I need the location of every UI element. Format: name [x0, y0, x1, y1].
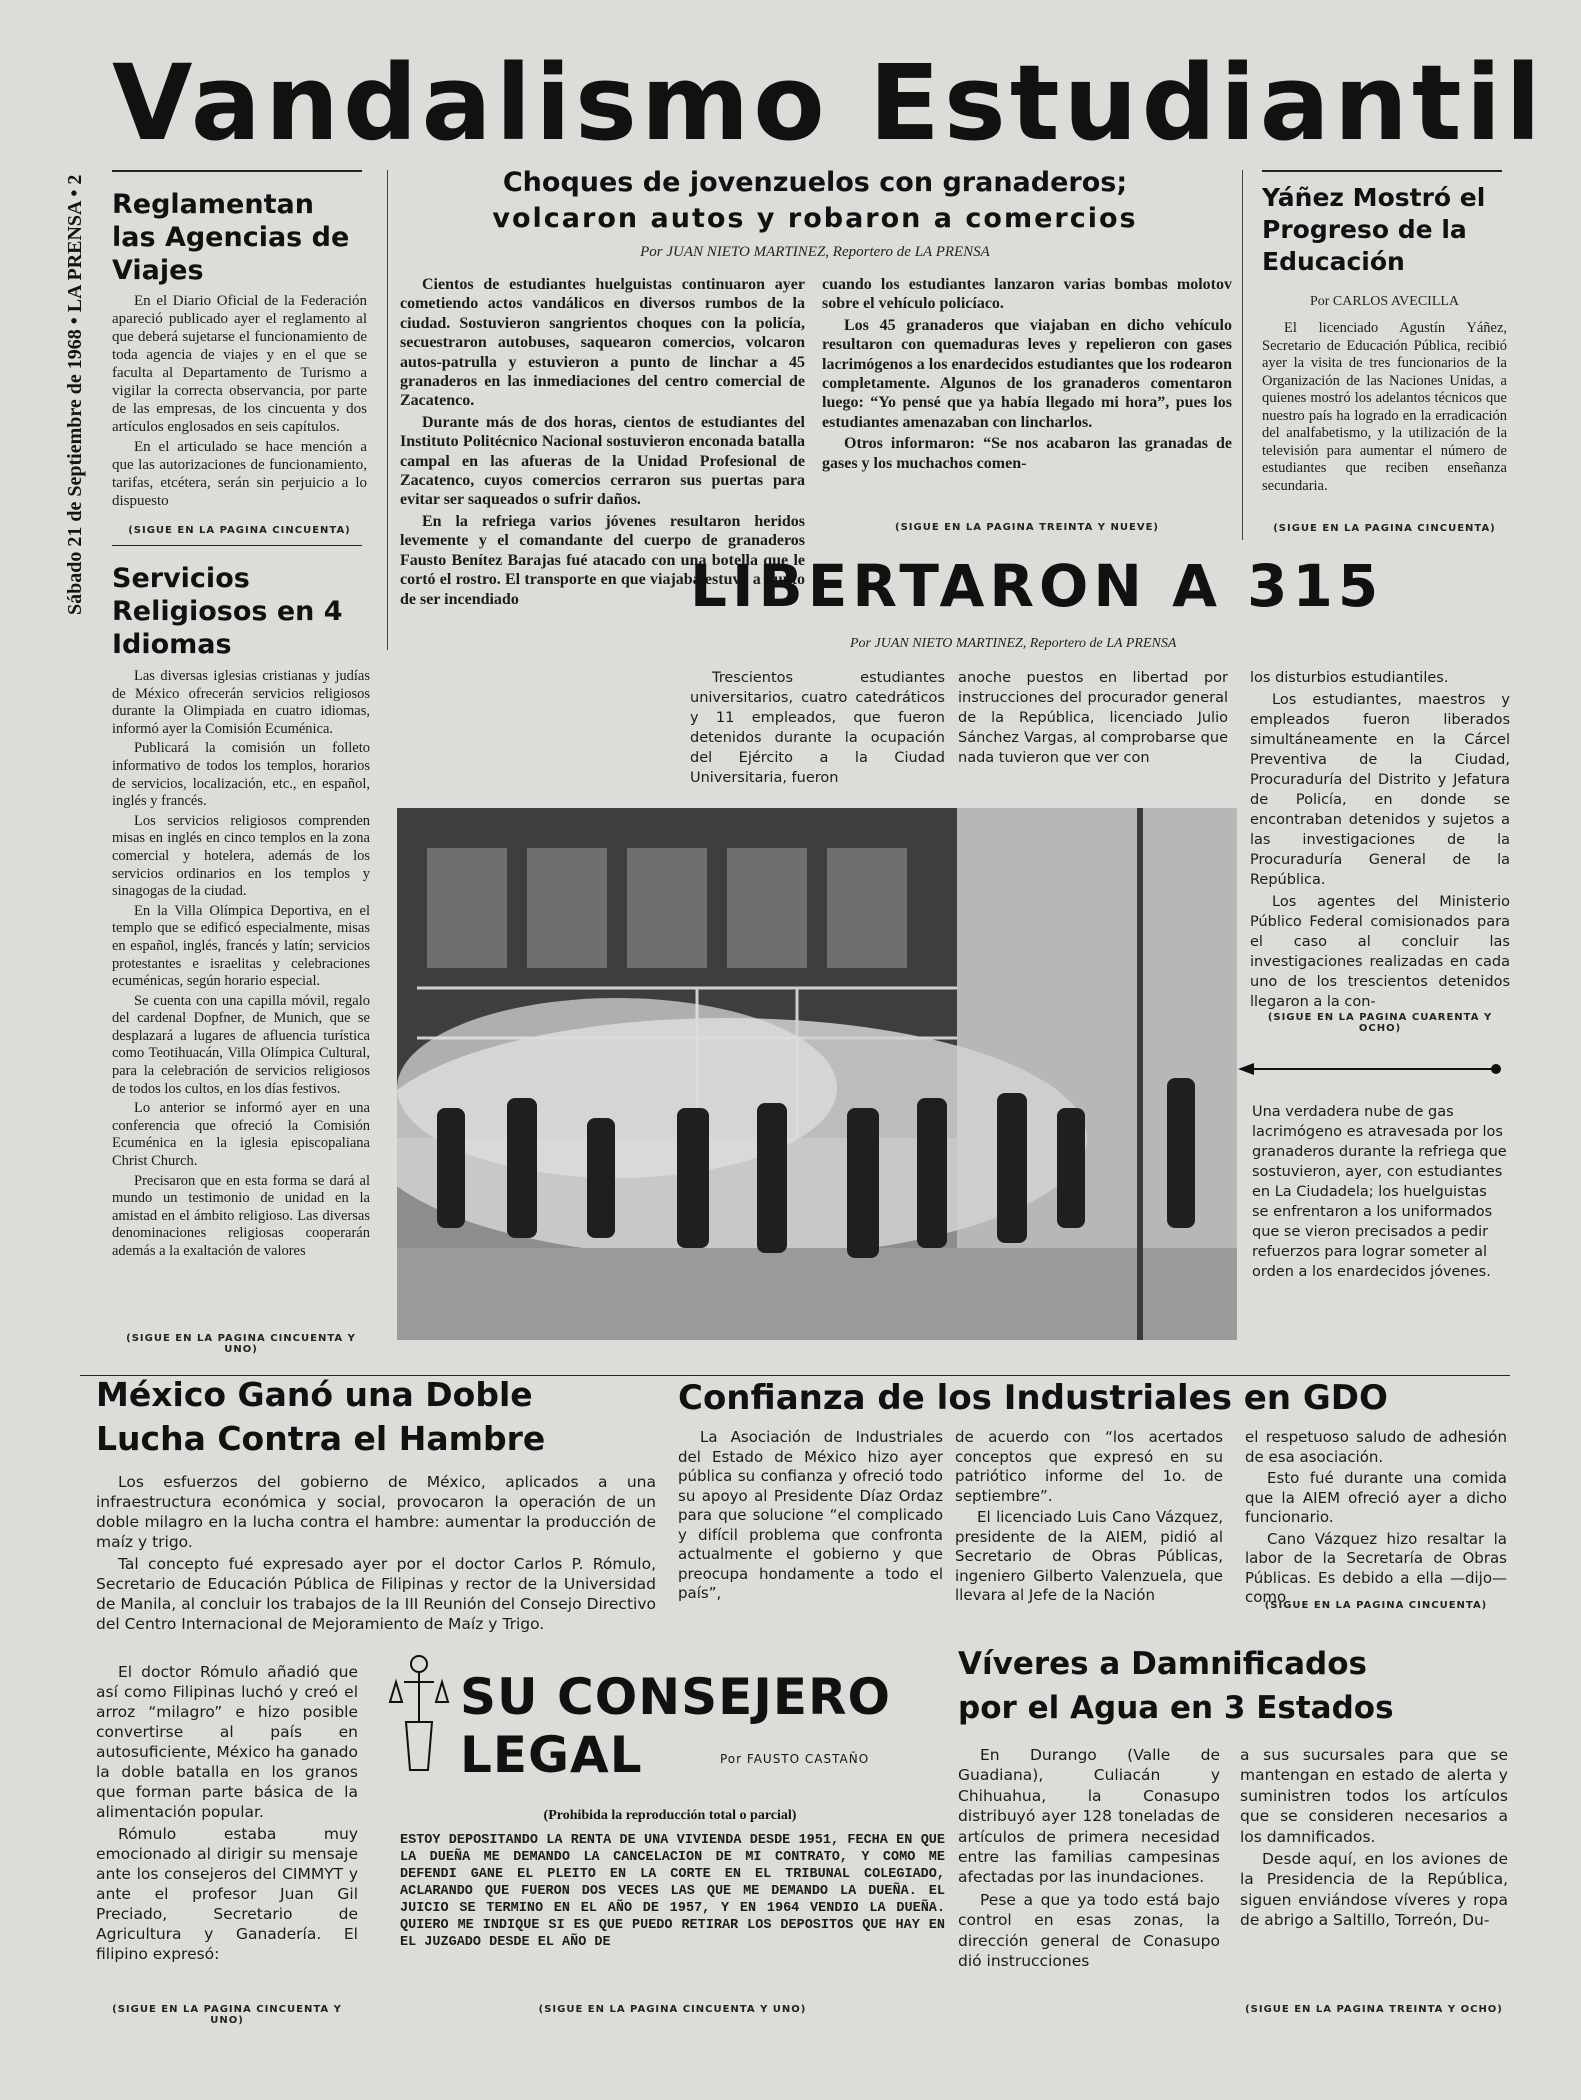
paragraph: Rómulo estaba muy emocionado al dirigir su mensaje ante los consejeros del CIMMYT y ante el profesor Juan Gil Preciado, Secretario de Agricultura y Ganadería. El filipino expresó: [96, 1825, 358, 1963]
masthead: Vandalismo Estudiantil [112, 42, 1545, 164]
viveres-headline-2: por el Agua en 3 Estados [958, 1690, 1394, 1726]
mexico-body [96, 1472, 656, 1636]
divider [112, 170, 362, 172]
lead-byline: Por JUAN NIETO MARTINEZ, Reportero de LA PRENSA [640, 244, 990, 260]
lead-column-2 [822, 275, 1232, 475]
mexico-headline-2: Lucha Contra el Hambre [96, 1419, 546, 1458]
consejero-note: (Prohibida la reproducción total o parcial) [543, 1808, 797, 1823]
continued-note: (SIGUE EN LA PAGINA CINCUENTA Y UNO) [126, 1333, 356, 1355]
religiosos-headline: Servicios Religiosos en 4 Idiomas [112, 563, 343, 660]
paragraph: ESTOY DEPOSITANDO LA RENTA DE UNA VIVIENDA DESDE 1951, FECHA EN QUE LA DUEÑA ME DEMANDO LA CANCELACION DE MI CONTRATO, Y COMO ME DEFENDI GANE EL PLEITO EN LA CORTE EN EL TRIBUNAL COLEGIADO, ACLARANDO QUE FUERON DOS VECES LAS QUE ME DEMANDO LA DUEÑA. EL JUICIO SE TERMINO EN EL AÑO DE 1957, Y EN 1964 VENDIO LA DUEÑA. QUIERO ME INDIQUE SI ES QUE PUEDO RETIRAR LOS DEPOSITOS QUE HAY EN EL JUZGADO DESDE EL AÑO DE [400, 1833, 945, 1950]
divider [112, 545, 362, 546]
column-rule [1242, 170, 1243, 540]
confianza-column-1 [678, 1428, 943, 1606]
paragraph: anoche puestos en libertad por instrucciones del procurador general de la República, licenciado Julio Sánchez Vargas, al comprobarse que nada tuvieron que ver con [958, 670, 1228, 766]
caption-text: Una verdadera nube de gas lacrimógeno es atravesada por los granaderos durante la refriega que sostuvieron, ayer, con estudiantes en La Ciudadela; los huelguistas se enfrentaron a los uniformados que se vieron precisados a pedir refuerzos para lograr someter al orden a los enardecidos jóvenes. [1252, 1104, 1507, 1280]
paragraph: El licenciado Agustín Yáñez, Secretario de Educación Pública, recibió ayer la visita de tres funcionarios de la Organización de las Naciones Unidas, a quienes mostró los adelantos técnicos que nuestro país ha logrado en la erradicación del analfabetismo, y la utilización de la televisión para aumentar el número de estudiantes que reciben enseñanza secundaria. [1262, 320, 1507, 494]
mexico-body-narrow [96, 1662, 358, 1966]
paragraph: de acuerdo con “los acertados conceptos que expresó en su patriótico informe del 1o. de septiembre”. [955, 1428, 1223, 1505]
libertaron-column-1 [690, 668, 945, 790]
libertaron-column-3 [1250, 668, 1510, 1014]
paragraph: En la refriega varios jóvenes resultaron heridos levemente y el comandante del cuerpo de granaderos Fausto Benítez Barajas fué atacado con una botella que le cortó el rostro. El transporte en que viajaba estuvo a punto de ser incendiado [400, 512, 805, 608]
arrow-left-icon [1238, 1062, 1510, 1076]
paragraph: Cano Vázquez hizo resaltar la labor de la Secretaría de Obras Públicas. Es debido a ella —dijo— como [1245, 1529, 1507, 1606]
paragraph: Trescientos estudiantes universitarios, cuatro catedráticos y 11 empleados, que fueron detenidos durante la ocupación del Ejército a la Ciudad Universitaria, fueron [690, 670, 945, 786]
paragraph: Los esfuerzos del gobierno de México, aplicados a una infraestructura económica y social, provocaron la operación de un doble milagro en la lucha contra el hambre: aumentar la producción de maíz y trigo. [96, 1473, 656, 1551]
continued-note: (SIGUE EN LA PAGINA CINCUENTA Y UNO) [112, 2004, 342, 2026]
continued-note: (SIGUE EN LA PAGINA TREINTA Y NUEVE) [895, 522, 1159, 533]
confianza-column-2 [955, 1428, 1223, 1608]
lead-headline-2: volcaron autos y robaron a comercios [492, 203, 1138, 234]
paragraph: Pese a que ya todo está bajo control en esas zonas, la dirección general de Conasupo dió instrucciones [958, 1890, 1220, 1971]
libertaron-column-2 [958, 668, 1228, 770]
paragraph: Los estudiantes, maestros y empleados fueron liberados simultáneamente en la Cárcel Preventiva de la Ciudad, Procuraduría del Distrito y Jefatura de Policía, en donde se encontraban detenidos y sujetos a las investigaciones de la Procuraduría General de la República. [1250, 692, 1510, 888]
paragraph: El licenciado Luis Cano Vázquez, presidente de la AIEM, pidió al Secretario de Obras Públicas, ingeniero Gilberto Valenzuela, que llevara al Jefe de la Nación [955, 1508, 1223, 1604]
consejero-body [400, 1832, 945, 1953]
paragraph: a sus sucursales para que se mantengan en estado de alerta y suministren todos los artículos que se consideren necesarios a los damnificados. [1240, 1746, 1508, 1846]
confianza-headline: Confianza de los Industriales en GDO [678, 1378, 1388, 1418]
date-strip-text: Sábado 21 de Septiembre de 1968 • LA PRENSA • 2 [64, 174, 86, 615]
paragraph: Se cuenta con una capilla móvil, regalo del cardenal Dopfner, de Munich, que se desplazará a lugares de afluencia turística como Teotihuacán, Villa Olímpica Cultural, para la celebración de servicios religiosos de todos los cultos, en los días festivos. [112, 992, 370, 1097]
consejero-headline-2: LEGAL [460, 1726, 643, 1784]
paragraph: En el Diario Oficial de la Federación apareció publicado ayer el reglamento al que deberá sujetarse el funcionamiento de toda agencia de viajes y en el que se faculta al Departamento de Turismo a vigilar la correcta observancia, por parte de las empresas, de los cincuenta y dos artículos englosados en seis capítulos. [112, 293, 367, 435]
consejero-byline: Por FAUSTO CASTAÑO [720, 1752, 870, 1766]
mexico-headline-1: México Ganó una Doble [96, 1375, 533, 1414]
paragraph: cuando los estudiantes lanzaron varias bombas molotov sobre el vehículo policíaco. [822, 276, 1232, 313]
paragraph: En el articulado se hace mención a que las autorizaciones de funcionamiento, tarifas, etcétera, serán sin perjuicio a lo dispuesto [112, 439, 367, 509]
paragraph: Durante más de dos horas, cientos de estudiantes del Instituto Politécnico Nacional sostuvieron enconada batalla campal en las afueras de la Unidad Profesional de Zacatenco, cuyos comercios cerraron sus puertas para evitar ser saqueados o sufrir daños. [400, 413, 805, 509]
column-rule [387, 170, 388, 650]
paragraph: Los agentes del Ministerio Público Federal comisionados para el caso al concluir las investigaciones realizadas en cada uno de los trescientos detenidos llegaron a la con- [1250, 894, 1510, 1010]
viveres-column-1 [958, 1745, 1220, 1973]
paragraph: En Durango (Valle de Guadiana), Culiacán y Chihuahua, la Conasupo distribuyó ayer 128 toneladas de artículos de primera necesidad entre las familias campesinas afectadas por las inundaciones. [958, 1746, 1220, 1887]
paragraph: Publicará la comisión un folleto informativo de todos los templos, horarios de servicios, localización, etc., en español, inglés y francés. [112, 740, 370, 810]
paragraph: Precisaron que en esta forma se dará al mundo un testimonio de unidad en la amistad en el ámbito religioso. Las diversas denominaciones religiosas cooperarán además a la exaltación de valores [112, 1172, 370, 1259]
justice-figure-icon [384, 1652, 454, 1772]
continued-note: (SIGUE EN LA PAGINA CINCUENTA) [1264, 1600, 1488, 1611]
confianza-column-3 [1245, 1428, 1507, 1610]
paragraph: Los 45 granaderos que viajaban en dicho vehículo resultaron con quemaduras leves y repelieron con gases lacrimógenos a los enardecidos estudiantes que los rodearon completamente. Algunos de los granaderos comentaron luego: “Yo pensé que ya había llegado mi hora”, pues los estudiantes amenazaban con lincharlos. [822, 316, 1232, 431]
paragraph: Las diversas iglesias cristianas y judías de México ofrecerán servicios religiosos durante la Olimpiada en cuatro idiomas, informó ayer la Comisión Ecuménica. [112, 668, 370, 737]
yanez-headline: Yáñez Mostró el Progreso de la Educación [1262, 183, 1486, 276]
photo-caption [1252, 1102, 1507, 1284]
continued-note: (SIGUE EN LA PAGINA CINCUENTA) [128, 525, 351, 536]
paragraph: Desde aquí, en los aviones de la Presidencia de la República, siguen enviándose víveres y ropa de abrigo a Saltillo, Torreón, Du- [1240, 1850, 1508, 1930]
viajes-body [112, 292, 367, 512]
divider [1262, 170, 1502, 172]
religiosos-body [112, 668, 370, 1263]
consejero-headline-1: SU CONSEJERO [460, 1668, 891, 1726]
paragraph: el respetuoso saludo de adhesión de esa asociación. [1245, 1428, 1507, 1466]
paragraph: Otros informaron: “Se nos acabaron las granadas de gases y los muchachos comen- [822, 435, 1232, 472]
riot-photo [397, 808, 1237, 1340]
riot-photo-illustration [397, 808, 1237, 1340]
libertaron-headline: LIBERTARON A 315 [690, 552, 1384, 620]
yanez-byline: Por CARLOS AVECILLA [1309, 294, 1460, 309]
continued-note: (SIGUE EN LA PAGINA CINCUENTA) [1273, 523, 1496, 534]
lead-headline-1: Choques de jovenzuelos con granaderos; [502, 167, 1128, 198]
yanez-body [1262, 320, 1507, 497]
paragraph: El doctor Rómulo añadió que así como Filipinas luchó y creó el arroz “milagro” e hizo posible convertirse al país en autosuficiente, México ha ganado la doble batalla en los granos que forman parte básica de la alimentación popular. [96, 1663, 358, 1821]
paragraph: Esto fué durante una comida que la AIEM ofreció ayer a dicho funcionario. [1245, 1469, 1507, 1526]
viajes-headline: Reglamentan las Agencias de Viajes [112, 189, 350, 286]
paragraph: Lo anterior se informó ayer en una conferencia que ofreció la Comisión Ecuménica en la iglesia episcopaliana Christ Church. [112, 1100, 370, 1170]
continued-note: (SIGUE EN LA PAGINA TREINTA Y OCHO) [1245, 2004, 1503, 2015]
libertaron-byline: Por JUAN NIETO MARTINEZ, Reportero de LA PRENSA [850, 636, 1177, 651]
continued-note: (SIGUE EN LA PAGINA CUARENTA Y OCHO) [1267, 1012, 1493, 1034]
paragraph: Tal concepto fué expresado ayer por el doctor Carlos P. Rómulo, Secretario de Educación Pública de Filipinas y rector de la Universidad de Manila, al concluir los trabajos de la III Reunión del Consejo Directivo del Centro Internacional de Mejoramiento de Maíz y Trigo. [96, 1555, 656, 1633]
viveres-headline-1: Víveres a Damnificados [958, 1646, 1367, 1682]
paragraph: En la Villa Olímpica Deportiva, en el templo que se edificó especialmente, misas en español, inglés, francés y latín; servicios protestantes e israelitas y celebraciones ecuménicas, según horario especial. [112, 902, 370, 990]
viveres-column-2 [1240, 1745, 1508, 1933]
paragraph: La Asociación de Industriales del Estado de México hizo ayer pública su confianza y ofreció todo su apoyo al Presidente Díaz Ordaz para que solucione “el complicado y difícil problema que confronta actualmente el gobierno y que preocupa hondamente a todo el país”, [678, 1428, 943, 1602]
paragraph: Los servicios religiosos comprenden misas en inglés en cinco templos en la zona comercial y hotelera, además de los servicios ordinarios en los templos y sinagogas de la ciudad. [112, 812, 370, 900]
paragraph: Cientos de estudiantes huelguistas continuaron ayer cometiendo actos vandálicos en diversos rumbos de la ciudad. Sostuvieron sangrientos choques con la policía, secuestraron autobuses, saquearon comercios, volcaron autos-patrulla y estuvieron a punto de linchar a 45 granaderos en las inmediaciones del centro comercial de Zacatenco. [400, 276, 805, 410]
continued-note: (SIGUE EN LA PAGINA CINCUENTA Y UNO) [538, 2004, 807, 2015]
date-strip [36, 95, 90, 615]
paragraph: los disturbios estudiantiles. [1250, 670, 1449, 686]
